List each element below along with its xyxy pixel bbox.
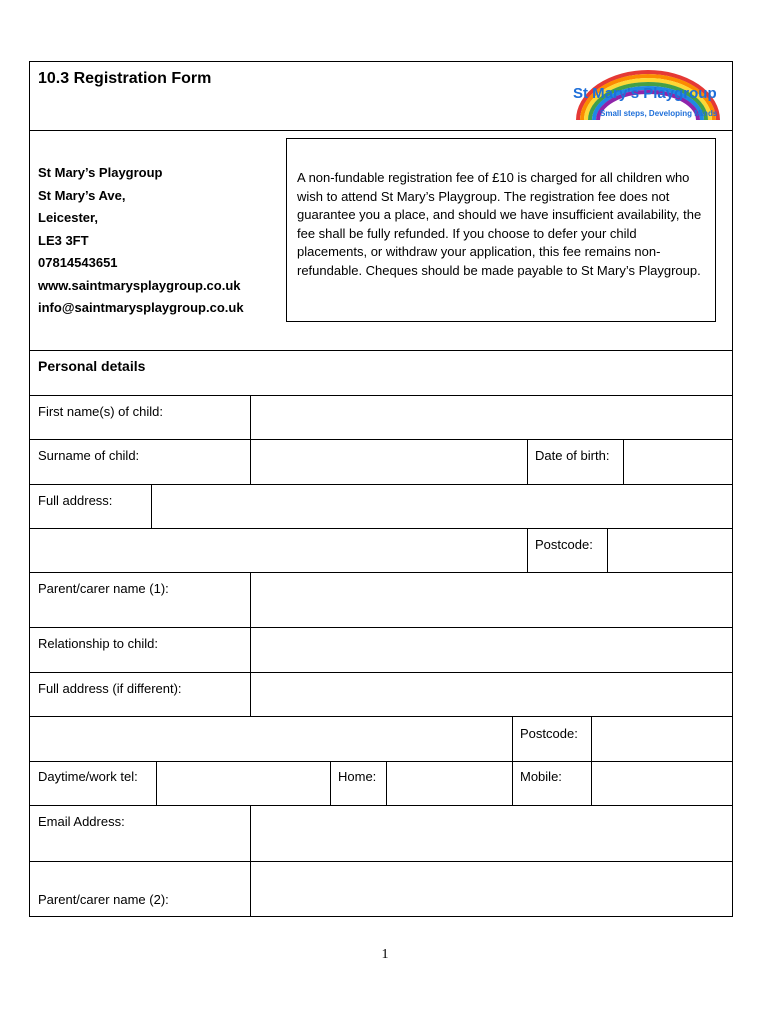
- svg-text:St Mary's Playgroup: St Mary's Playgroup: [573, 85, 717, 102]
- cell-border: [512, 716, 513, 761]
- first-name-field[interactable]: [251, 396, 733, 439]
- contact-phone: 07814543651: [38, 255, 118, 270]
- parent-name-2-label: Parent/carer name (2):: [38, 892, 169, 907]
- home-tel-label: Home:: [338, 769, 377, 784]
- contact-postcode: LE3 3FT: [38, 232, 89, 248]
- dob-field[interactable]: [624, 440, 733, 484]
- first-name-label: First name(s) of child:: [38, 404, 163, 419]
- cell-border: [527, 528, 528, 572]
- parent-name-1-label: Parent/carer name (1):: [38, 581, 169, 596]
- contact-email: info@saintmarysplaygroup.co.uk: [38, 300, 244, 315]
- section-title: Personal details: [38, 358, 146, 374]
- address-different-line-2-field[interactable]: [30, 717, 512, 761]
- full-address-different-field[interactable]: [251, 673, 733, 716]
- surname-field[interactable]: [251, 440, 527, 484]
- cell-border: [512, 761, 513, 805]
- full-address-field[interactable]: [152, 485, 733, 528]
- mobile-label: Mobile:: [520, 769, 562, 784]
- postcode-field[interactable]: [608, 529, 733, 572]
- playgroup-logo: [568, 68, 728, 124]
- full-address-label: Full address:: [38, 493, 113, 508]
- cell-border: [330, 761, 331, 805]
- svg-text:Small steps, Developing Minds: Small steps, Developing Minds: [600, 109, 718, 118]
- parent-name-1-field[interactable]: [251, 573, 733, 627]
- registration-fee-notice: A non-fundable registration fee of £10 is charged for all children who wish to attend St Mary’s Playgroup. The registration fee does not guarantee you a place, and should we have insufficient availability, the fee shall be fully refunded. If you choose to defer your child placements, or withdraw your application, this fee remains non-refundable. Cheques should be made payable to St Mary’s Playgroup.: [286, 138, 716, 322]
- email-label: Email Address:: [38, 814, 125, 829]
- parent-name-2-field[interactable]: [251, 862, 733, 916]
- contact-details: [38, 162, 244, 320]
- relationship-label: Relationship to child:: [38, 636, 158, 651]
- address-line-2-field[interactable]: [30, 529, 527, 572]
- postcode-2-label: Postcode:: [520, 726, 578, 741]
- divider: [30, 350, 732, 351]
- mobile-field[interactable]: [592, 762, 733, 805]
- contact-city: Leicester,: [38, 210, 98, 225]
- daytime-tel-label: Daytime/work tel:: [38, 769, 138, 784]
- surname-label: Surname of child:: [38, 448, 140, 463]
- contact-name: St Mary’s Playgroup: [38, 165, 163, 180]
- daytime-tel-field[interactable]: [157, 762, 330, 805]
- home-tel-field[interactable]: [387, 762, 512, 805]
- relationship-field[interactable]: [251, 628, 733, 672]
- form-title: 10.3 Registration Form: [38, 70, 212, 87]
- divider: [30, 130, 732, 131]
- postcode-2-field[interactable]: [592, 717, 733, 761]
- contact-street: St Mary’s Ave,: [38, 187, 126, 203]
- dob-label: Date of birth:: [535, 448, 610, 463]
- cell-border: [527, 439, 528, 484]
- page-number: 1: [381, 947, 389, 962]
- email-field[interactable]: [251, 806, 733, 861]
- registration-form: [29, 61, 733, 917]
- postcode-label: Postcode:: [535, 537, 593, 552]
- full-address-different-label: Full address (if different):: [38, 681, 182, 696]
- contact-website: www.saintmarysplaygroup.co.uk: [38, 277, 241, 293]
